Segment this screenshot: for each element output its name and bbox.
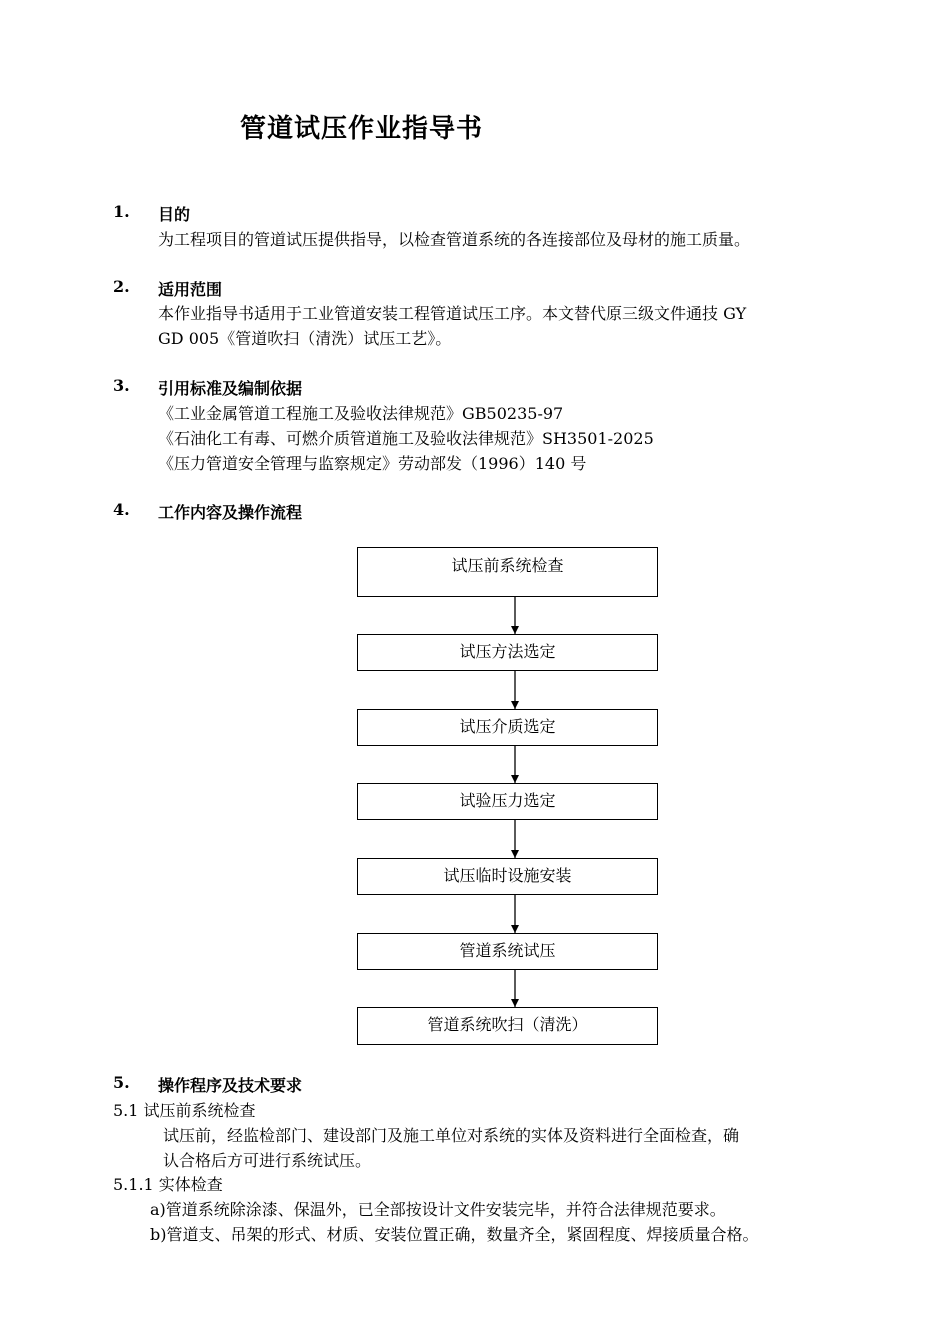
arrowhead-icon — [511, 925, 519, 933]
flow-step-label: 试压方法选定 — [459, 642, 556, 661]
flow-step — [357, 783, 658, 820]
arrowhead-icon — [511, 701, 519, 709]
flow-step-label: 试压临时设施安装 — [443, 866, 572, 885]
section-text: 认合格后方可进行系统试压。 — [163, 1151, 372, 1170]
arrowhead-icon — [511, 626, 519, 634]
flow-step-label: 试压介质选定 — [459, 717, 556, 736]
flow-step-label: 管道系统试压 — [459, 941, 556, 960]
list-item: a)管道系统除涂漆、保温外，已全部按设计文件安装完毕，并符合法律规范要求。 — [150, 1200, 726, 1219]
flow-step-label: 试验压力选定 — [459, 791, 556, 810]
flow-step-label: 管道系统吹扫（清洗） — [427, 1015, 588, 1034]
reference-item: 《石油化工有毒、可燃介质管道施工及验收法律规范》SH3501-2025 — [158, 429, 654, 448]
subsection-heading: 5.1 试压前系统检查 — [113, 1101, 256, 1120]
arrowhead-icon — [511, 999, 519, 1007]
list-item: b)管道支、吊架的形式、材质、安装位置正确，数量齐全，紧固程度、焊接质量合格。 — [150, 1225, 759, 1244]
arrowhead-icon — [511, 850, 519, 858]
flow-step — [357, 1007, 658, 1045]
flow-step — [357, 634, 658, 671]
section-number: 2. — [113, 277, 130, 296]
flow-step-label: 试压前系统检查 — [451, 556, 564, 575]
flow-step — [357, 547, 658, 597]
reference-item: 《压力管道安全管理与监察规定》劳动部发（1996）140 号 — [158, 454, 587, 473]
section-text: 试压前，经监检部门、建设部门及施工单位对系统的实体及资料进行全面检查，确 — [163, 1126, 740, 1145]
section-number: 3. — [113, 376, 130, 395]
arrowhead-icon — [511, 775, 519, 783]
section-text: 本作业指导书适用于工业管道安装工程管道试压工序。本文替代原三级文件通技 GY — [158, 304, 747, 323]
section-title: 目的 — [158, 205, 191, 224]
section-title: 适用范围 — [158, 280, 223, 299]
page-title: 管道试压作业指导书 — [240, 114, 484, 144]
flow-step — [357, 933, 658, 970]
section-number: 1. — [113, 202, 130, 221]
section-title: 引用标准及编制依据 — [158, 379, 303, 398]
section-text: GD 005《管道吹扫（清洗）试压工艺》。 — [158, 329, 452, 348]
section-number: 5. — [113, 1073, 130, 1092]
section-title: 操作程序及技术要求 — [158, 1076, 303, 1095]
flow-step — [357, 709, 658, 746]
section-title: 工作内容及操作流程 — [158, 503, 303, 522]
section-number: 4. — [113, 500, 130, 519]
section-text: 为工程项目的管道试压提供指导，以检查管道系统的各连接部位及母材的施工质量。 — [158, 230, 751, 249]
reference-item: 《工业金属管道工程施工及验收法律规范》GB50235-97 — [158, 404, 564, 423]
flow-step — [357, 858, 658, 895]
subsection-heading: 5.1.1 实体检查 — [113, 1175, 223, 1194]
